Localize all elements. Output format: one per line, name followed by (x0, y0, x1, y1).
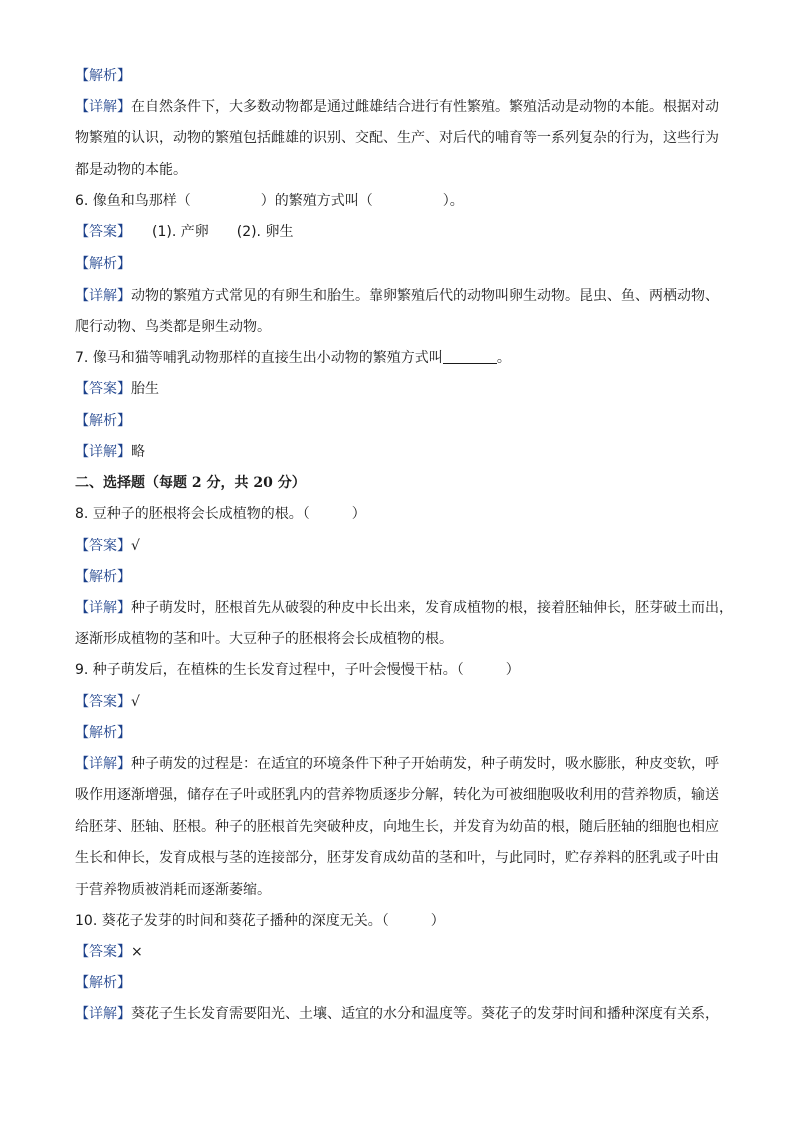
text-line (75, 536, 734, 556)
label-tag: 【详解】 (75, 99, 131, 115)
line-text: 给胚芽、胚轴、胚根。种子的胚根首先突破种皮，向地生长，并发育为幼苗的根，随后胚轴的细胞也相应 (75, 819, 719, 835)
line-text: 都是动物的本能。 (75, 162, 187, 178)
label-tag: 【解析】 (75, 569, 131, 585)
label-tag: 【详解】 (75, 444, 131, 460)
label-tag: 【答案】 (75, 224, 124, 240)
text-line (75, 442, 734, 462)
text-line (75, 723, 734, 743)
text-line (75, 629, 734, 649)
line-text: 种子萌发时，胚根首先从破裂的种皮中长出来，发育成植物的根，接着胚轴伸长，胚芽破土而出， (131, 600, 733, 616)
line-text: 动物的繁殖方式常见的有卵生和胎生。靠卵繁殖后代的动物叫卵生动物。昆虫、鱼、两栖动物、 (131, 288, 719, 304)
text-line (75, 317, 734, 337)
line-text: 10. 葵花子发芽的时间和葵花子播种的深度无关。（ ） (75, 913, 445, 929)
line-text: 略 (131, 444, 145, 460)
text-line (75, 817, 734, 837)
section-heading (75, 473, 734, 493)
text-line (75, 286, 734, 306)
line-text: 在自然条件下，大多数动物都是通过雌雄结合进行有性繁殖。繁殖活动是动物的本能。根据对动 (131, 99, 719, 115)
line-text: (1). 产卵 (2). 卵生 (124, 224, 294, 240)
text-line (75, 660, 734, 680)
text-line (75, 191, 734, 211)
line-text: √ (131, 538, 140, 554)
fill-in-blank (443, 349, 497, 364)
line-text: 爬行动物、鸟类都是卵生动物。 (75, 319, 271, 335)
label-tag: 【解析】 (75, 725, 131, 741)
line-text: 葵花子生长发育需要阳光、土壤、适宜的水分和温度等。葵花子的发芽时间和播种深度有关系， (131, 1006, 719, 1022)
line-text: 8. 豆种子的胚根将会长成植物的根。（ ） (75, 506, 366, 522)
text-line (75, 504, 734, 524)
label-tag: 【详解】 (75, 1006, 131, 1022)
line-text-after: 。 (496, 350, 511, 366)
line-text: 胎生 (131, 381, 159, 397)
label-tag: 【详解】 (75, 756, 131, 772)
label-tag: 【解析】 (75, 975, 131, 991)
label-tag: 【解析】 (75, 413, 131, 429)
text-line (75, 754, 734, 774)
text-line (75, 254, 734, 274)
line-text: √ (131, 694, 140, 710)
text-line (75, 411, 734, 431)
line-text: 6. 像鱼和鸟那样（ ）的繁殖方式叫（ ）。 (75, 193, 464, 209)
text-line (75, 598, 734, 618)
text-line (75, 160, 734, 180)
label-tag: 【答案】 (75, 381, 131, 397)
text-line (75, 692, 734, 712)
label-tag: 【详解】 (75, 288, 131, 304)
text-line (75, 66, 734, 86)
line-text: 二、选择题（每题 2 分，共 20 分） (75, 475, 306, 491)
text-line (75, 942, 734, 962)
text-line (75, 567, 734, 587)
line-text: 于营养物质被消耗而逐渐萎缩。 (75, 882, 271, 898)
text-line (75, 911, 734, 931)
text-line (75, 97, 734, 117)
line-text: 生长和伸长，发育成根与茎的连接部分，胚芽发育成幼苗的茎和叶，与此同时，贮存养料的胚乳或子叶由 (75, 850, 719, 866)
line-text: 7. 像马和猫等哺乳动物那样的直接生出小动物的繁殖方式叫 (75, 350, 443, 366)
line-text: 种子萌发的过程是：在适宜的环境条件下种子开始萌发，种子萌发时，吸水膨胀，种皮变软，呼 (131, 756, 719, 772)
label-tag: 【解析】 (75, 256, 131, 272)
label-tag: 【详解】 (75, 600, 131, 616)
line-text: 物繁殖的认识，动物的繁殖包括雌雄的识别、交配、生产、对后代的哺育等一系列复杂的行为，这些行为 (75, 130, 719, 146)
text-line (75, 222, 734, 242)
line-text: 9. 种子萌发后，在植株的生长发育过程中，子叶会慢慢干枯。（ ） (75, 662, 520, 678)
label-tag: 【答案】 (75, 538, 131, 554)
text-line (75, 348, 734, 368)
text-line (75, 1004, 734, 1024)
text-line (75, 128, 734, 148)
text-line (75, 848, 734, 868)
line-text: × (131, 944, 143, 960)
label-tag: 【答案】 (75, 944, 131, 960)
text-line (75, 379, 734, 399)
line-text: 吸作用逐渐增强，储存在子叶或胚乳内的营养物质逐步分解，转化为可被细胞吸收利用的营养物质，输送 (75, 787, 719, 803)
label-tag: 【解析】 (75, 68, 131, 84)
text-line (75, 880, 734, 900)
text-line (75, 973, 734, 993)
line-text: 逐渐形成植物的茎和叶。大豆种子的胚根将会长成植物的根。 (75, 631, 453, 647)
text-line (75, 785, 734, 805)
label-tag: 【答案】 (75, 694, 131, 710)
